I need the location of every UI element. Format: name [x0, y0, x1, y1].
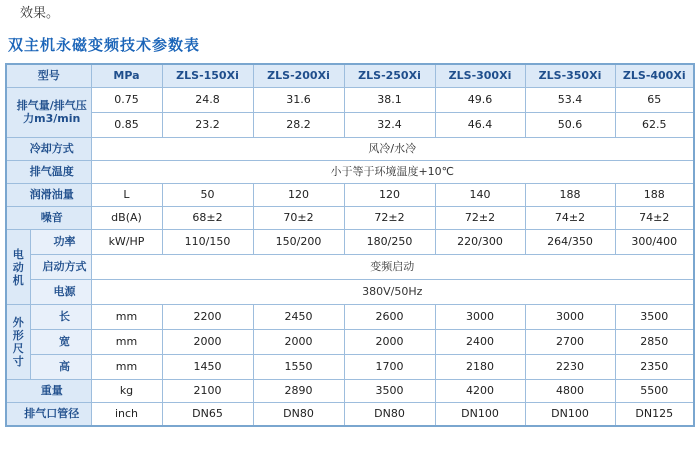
- motor-group-label: [6, 230, 30, 305]
- cell: 2700: [525, 330, 615, 355]
- cell: 188: [615, 184, 694, 207]
- cell: 2000: [344, 330, 435, 355]
- unit-cell: kW/HP: [91, 230, 162, 255]
- cell: 3500: [344, 380, 435, 403]
- cell: 2230: [525, 355, 615, 380]
- cell: 3000: [435, 305, 525, 330]
- motor-group-text: 电动机: [12, 247, 24, 287]
- pressure-value: 0.85: [91, 113, 162, 138]
- cell: 188: [525, 184, 615, 207]
- table-row: [6, 280, 694, 305]
- cell: 2000: [162, 330, 253, 355]
- pressure-value: 0.75: [91, 88, 162, 113]
- unit-cell: mm: [91, 305, 162, 330]
- dimensions-group-label: [6, 305, 30, 380]
- cell: 3000: [525, 305, 615, 330]
- cell: 62.5: [615, 113, 694, 138]
- power-label: 功率: [30, 230, 91, 255]
- header-model-4: ZLS-300Xi: [435, 64, 525, 88]
- cell: 1700: [344, 355, 435, 380]
- table-row: [6, 305, 694, 330]
- cell: 72±2: [344, 207, 435, 230]
- table-title: 双主机永磁变频技术参数表: [8, 36, 201, 54]
- cell: 32.4: [344, 113, 435, 138]
- height-label: 高: [30, 355, 91, 380]
- table-row: [6, 138, 694, 161]
- cell: 2400: [435, 330, 525, 355]
- cell: 2890: [253, 380, 344, 403]
- unit-cell: mm: [91, 355, 162, 380]
- cell: 2450: [253, 305, 344, 330]
- cell: 23.2: [162, 113, 253, 138]
- intro-text: 效果。: [20, 6, 60, 21]
- header-model-5: ZLS-350Xi: [525, 64, 615, 88]
- cell: 53.4: [525, 88, 615, 113]
- unit-cell: mm: [91, 330, 162, 355]
- cell: 38.1: [344, 88, 435, 113]
- header-model-2: ZLS-200Xi: [253, 64, 344, 88]
- table-row: [6, 207, 694, 230]
- exhaust-temp-label: 排气温度: [6, 161, 91, 184]
- unit-cell: kg: [91, 380, 162, 403]
- cell: 2000: [253, 330, 344, 355]
- cell: 3500: [615, 305, 694, 330]
- table-row: [6, 380, 694, 403]
- cell: 5500: [615, 380, 694, 403]
- table-row: [6, 330, 694, 355]
- cell: 140: [435, 184, 525, 207]
- spec-table: [5, 63, 695, 427]
- unit-cell: L: [91, 184, 162, 207]
- noise-label: 噪音: [6, 207, 91, 230]
- cell: 120: [253, 184, 344, 207]
- displacement-label: 排气量/排气压力m3/min: [6, 88, 91, 138]
- table-row: [6, 255, 694, 280]
- cooling-value: 风冷/水冷: [91, 138, 694, 161]
- table-row: [6, 403, 694, 427]
- cell: DN80: [344, 403, 435, 427]
- cell: 74±2: [525, 207, 615, 230]
- cell: 264/350: [525, 230, 615, 255]
- cell: 24.8: [162, 88, 253, 113]
- unit-cell: dB(A): [91, 207, 162, 230]
- unit-cell: inch: [91, 403, 162, 427]
- table-row: [6, 355, 694, 380]
- exhaust-temp-value: 小于等于环境温度+10℃: [91, 161, 694, 184]
- cell: 74±2: [615, 207, 694, 230]
- cell: 2200: [162, 305, 253, 330]
- header-mpa: MPa: [91, 64, 162, 88]
- cell: 2600: [344, 305, 435, 330]
- cell: 70±2: [253, 207, 344, 230]
- cell: 180/250: [344, 230, 435, 255]
- cell: 1450: [162, 355, 253, 380]
- cell: 220/300: [435, 230, 525, 255]
- cell: DN80: [253, 403, 344, 427]
- start-label: 启动方式: [30, 255, 91, 280]
- cell: 49.6: [435, 88, 525, 113]
- cell: 150/200: [253, 230, 344, 255]
- header-row: [6, 64, 694, 88]
- weight-label: 重量: [6, 380, 91, 403]
- table-row: [6, 113, 694, 138]
- table-row: [6, 88, 694, 113]
- header-model-6: ZLS-400Xi: [615, 64, 694, 88]
- cell: 2180: [435, 355, 525, 380]
- cell: 50.6: [525, 113, 615, 138]
- cell: 68±2: [162, 207, 253, 230]
- cell: 300/400: [615, 230, 694, 255]
- cell: 65: [615, 88, 694, 113]
- header-model-3: ZLS-250Xi: [344, 64, 435, 88]
- cell: 4800: [525, 380, 615, 403]
- cell: 46.4: [435, 113, 525, 138]
- cell: 72±2: [435, 207, 525, 230]
- header-model-1: ZLS-150Xi: [162, 64, 253, 88]
- table-row: [6, 161, 694, 184]
- cell: DN100: [435, 403, 525, 427]
- oil-label: 润滑油量: [6, 184, 91, 207]
- supply-value: 380V/50Hz: [91, 280, 694, 305]
- cell: 1550: [253, 355, 344, 380]
- length-label: 长: [30, 305, 91, 330]
- cell: 50: [162, 184, 253, 207]
- table-row: [6, 230, 694, 255]
- cell: 2100: [162, 380, 253, 403]
- cell: 2350: [615, 355, 694, 380]
- cell: 28.2: [253, 113, 344, 138]
- header-model: 型号: [6, 64, 91, 88]
- outlet-label: 排气口管径: [6, 403, 91, 427]
- cell: 4200: [435, 380, 525, 403]
- cell: 2850: [615, 330, 694, 355]
- cooling-label: 冷却方式: [6, 138, 91, 161]
- cell: DN100: [525, 403, 615, 427]
- supply-label: 电源: [30, 280, 91, 305]
- cell: 110/150: [162, 230, 253, 255]
- cell: DN125: [615, 403, 694, 427]
- width-label: 宽: [30, 330, 91, 355]
- cell: 120: [344, 184, 435, 207]
- start-value: 变频启动: [91, 255, 694, 280]
- table-row: [6, 184, 694, 207]
- cell: DN65: [162, 403, 253, 427]
- cell: 31.6: [253, 88, 344, 113]
- dimensions-group-text: 外形尺寸: [12, 316, 24, 368]
